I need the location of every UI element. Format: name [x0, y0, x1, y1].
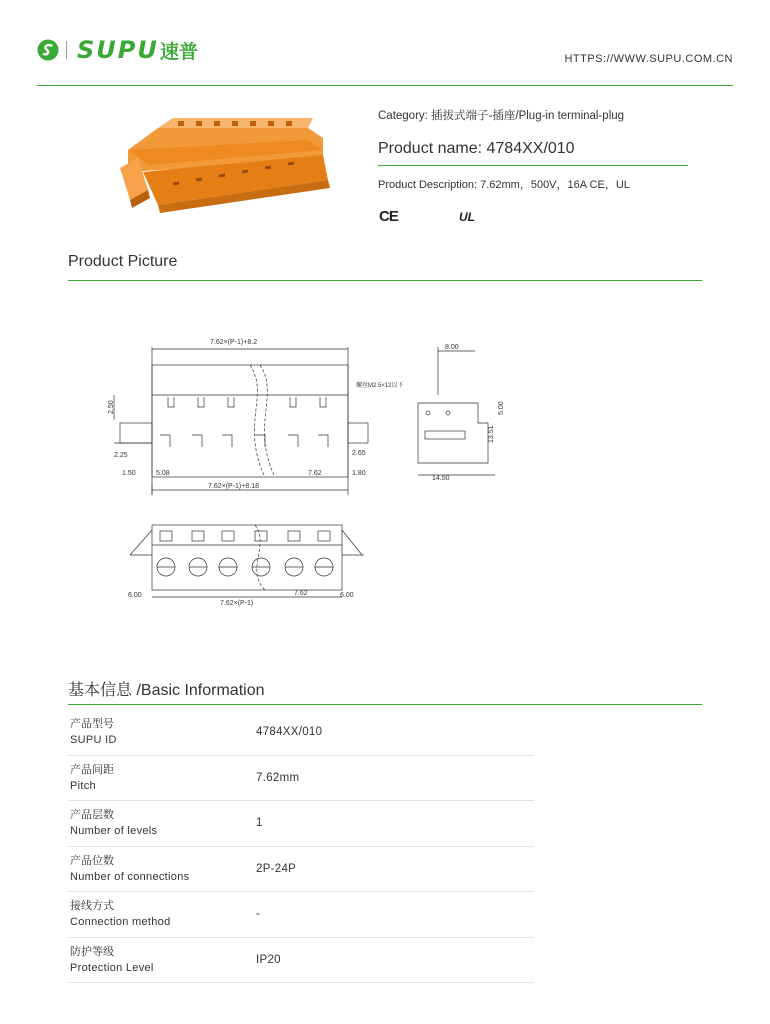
- brand-logo[interactable]: [37, 36, 198, 64]
- logo-wordmark: SUPU: [77, 36, 159, 64]
- dim-left-bottom: 1.50: [122, 470, 136, 477]
- dim-side-height: 5.00: [498, 401, 505, 415]
- dim-bottom-left: 6.00: [128, 592, 142, 599]
- basic-info-divider: [68, 704, 702, 705]
- technical-drawing: [100, 335, 520, 620]
- table-row: [68, 801, 534, 847]
- picture-section-divider: [68, 280, 702, 281]
- row-label-cn: 产品位数: [70, 853, 114, 867]
- row-label: [68, 897, 256, 931]
- row-value: 7.62mm: [256, 771, 300, 784]
- row-label-cn: 防护等级: [70, 944, 114, 958]
- ce-certification-icon: CE: [379, 208, 398, 225]
- dim-bottom-right: 6.00: [340, 592, 354, 599]
- dim-left-mid: 2.25: [114, 452, 128, 459]
- side-view: [418, 344, 505, 482]
- basic-info-heading: 基本信息 /Basic Information: [68, 682, 265, 699]
- product-photo: [118, 110, 333, 215]
- row-label: [68, 806, 256, 840]
- site-url-link[interactable]: HTTPS://WWW.SUPU.COM.CN: [564, 53, 733, 65]
- row-label-en: Pitch: [70, 779, 96, 792]
- front-view: [108, 339, 404, 495]
- dim-bottom-label: 7.62×(P-1)+8.18: [208, 483, 259, 490]
- dim-bottom-mid: 7.62×(P-1): [220, 600, 254, 607]
- row-label-en: Number of connections: [70, 870, 190, 883]
- basic-info-table: [68, 710, 534, 983]
- row-value: -: [256, 908, 261, 921]
- row-value: IP20: [256, 953, 281, 966]
- logo-divider: [66, 41, 67, 59]
- table-row: [68, 938, 534, 984]
- dim-side-width: 14.50: [432, 475, 450, 482]
- product-category: Category: 插拔式端子-插座/Plug-in terminal-plug: [378, 110, 625, 122]
- dim-right-b: 1.80: [352, 470, 366, 477]
- row-label: [68, 715, 256, 749]
- row-label: [68, 761, 256, 795]
- product-picture-heading: Product Picture: [68, 253, 178, 270]
- dim-side-top: 8.00: [445, 344, 459, 351]
- dim-top-label: 7.62×(P-1)+8.2: [210, 339, 258, 346]
- row-label-cn: 产品型号: [70, 717, 114, 731]
- row-label-en: SUPU ID: [70, 734, 117, 747]
- row-value: 1: [256, 817, 263, 830]
- bottom-view: [128, 525, 364, 607]
- product-name: Product name: 4784XX/010: [378, 140, 575, 157]
- row-label-en: Connection method: [70, 916, 171, 929]
- row-label-cn: 产品层数: [70, 808, 114, 822]
- table-row: [68, 847, 534, 893]
- ul-certification-icon: UL: [459, 210, 475, 224]
- logo-chinese-name: 速普: [159, 40, 198, 63]
- dim-right-a: 2.65: [352, 450, 366, 457]
- dim-bottom-pitch: 7.62: [294, 590, 308, 597]
- row-label: [68, 943, 256, 977]
- row-label-en: Protection Level: [70, 961, 154, 974]
- header-divider: [37, 85, 733, 86]
- row-label: [68, 852, 256, 886]
- supu-logo-icon: [37, 39, 59, 61]
- table-row: [68, 710, 534, 756]
- screw-note: 螺丝M2.5×12以下: [356, 383, 404, 389]
- row-value: 4784XX/010: [256, 726, 323, 739]
- product-description: Product Description: 7.62mm，500V，16A CE，UL: [378, 179, 630, 191]
- row-label-cn: 产品间距: [70, 762, 114, 776]
- product-name-divider: [378, 165, 688, 166]
- table-row: [68, 892, 534, 938]
- dim-pitch-b: 7.62: [308, 470, 322, 477]
- row-label-cn: 接线方式: [70, 899, 114, 913]
- row-label-en: Number of levels: [70, 825, 158, 838]
- dim-left-height: 2.50: [108, 400, 115, 414]
- dim-pitch-a: 5.08: [156, 470, 170, 477]
- row-value: 2P-24P: [256, 862, 297, 875]
- dim-side-height-2: 13.51: [488, 425, 495, 443]
- table-row: [68, 756, 534, 802]
